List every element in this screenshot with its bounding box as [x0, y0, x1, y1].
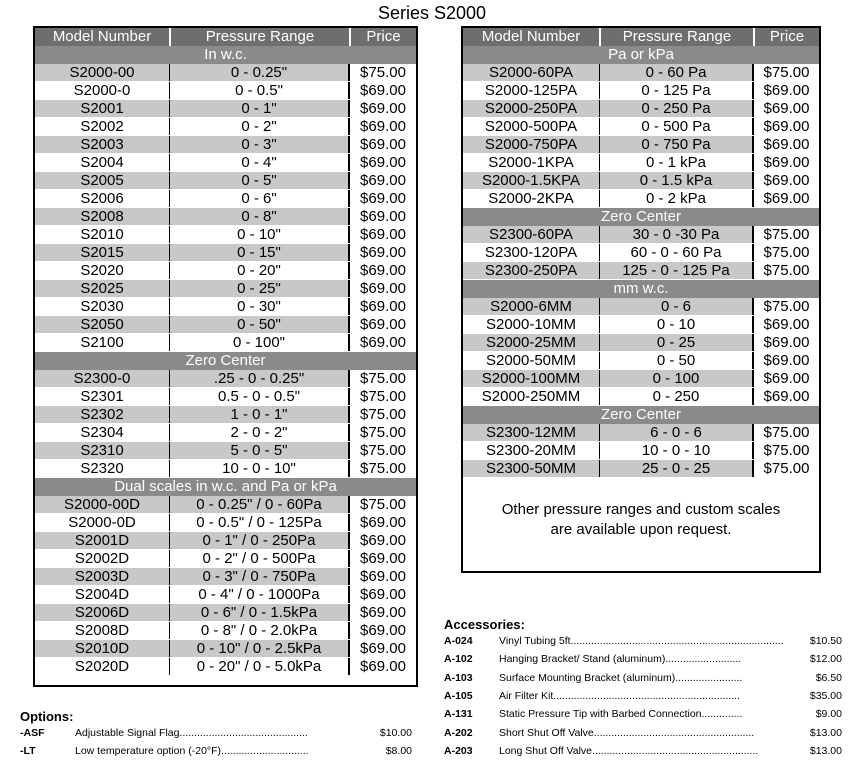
- model-number: S2000-2KPA: [463, 190, 600, 207]
- section-header: Pa or kPa: [463, 46, 819, 64]
- price-value: $69.00: [349, 172, 416, 189]
- pressure-range: 0 - 60 Pa: [600, 64, 753, 81]
- model-number: S2304: [35, 424, 170, 441]
- model-number: S2310: [35, 442, 170, 459]
- pressure-range: 0 - 50: [600, 352, 753, 369]
- table-row: [35, 244, 416, 262]
- price-value: $69.00: [349, 532, 416, 549]
- header-range: Pressure Range: [171, 28, 351, 46]
- price-value: $69.00: [349, 208, 416, 225]
- pressure-range: 0 - 10": [170, 226, 349, 243]
- price-value: $69.00: [349, 298, 416, 315]
- model-number: S2004D: [35, 586, 170, 603]
- table-row: [463, 424, 819, 442]
- price-value: $75.00: [753, 226, 819, 243]
- table-row: [463, 316, 819, 334]
- header-model: Model Number: [35, 28, 171, 46]
- price-value: $69.00: [349, 226, 416, 243]
- options-price: $10.00: [379, 727, 412, 740]
- table-row: [35, 190, 416, 208]
- table-row: [35, 388, 416, 406]
- model-number: S2000-00: [35, 64, 170, 81]
- pressure-range: 0 - 0.5": [170, 82, 349, 99]
- price-value: $75.00: [349, 388, 416, 405]
- pressure-range: 0 - 2 kPa: [600, 190, 753, 207]
- pressure-range: 2 - 0 - 2": [170, 424, 349, 441]
- table-row: [35, 136, 416, 154]
- options-description: Low temperature option (-20°F)..............................: [75, 745, 309, 758]
- pressure-range: 0 - 8": [170, 208, 349, 225]
- price-value: $69.00: [349, 604, 416, 621]
- pressure-range: 0 - 50": [170, 316, 349, 333]
- table-row: [35, 64, 416, 82]
- pressure-range: 30 - 0 -30 Pa: [600, 226, 753, 243]
- header-model: Model Number: [463, 28, 601, 46]
- right-price-table: [461, 26, 821, 573]
- pressure-range: 0 - 3" / 0 - 750Pa: [170, 568, 349, 585]
- accessories-item: [444, 687, 842, 705]
- table-row: [35, 406, 416, 424]
- model-number: S2010: [35, 226, 170, 243]
- note-line-1: Other pressure ranges and custom scales: [501, 501, 781, 518]
- price-value: $69.00: [753, 370, 819, 387]
- price-value: $69.00: [349, 568, 416, 585]
- model-number: S2000-125PA: [463, 82, 600, 99]
- table-row: [35, 100, 416, 118]
- table-header: [35, 28, 416, 46]
- price-value: $69.00: [753, 316, 819, 333]
- table-row: [463, 262, 819, 280]
- accessories-description: Surface Mounting Bracket (aluminum).......................: [499, 671, 743, 684]
- pressure-range: 0 - 4" / 0 - 1000Pa: [170, 586, 349, 603]
- model-number: S2008D: [35, 622, 170, 639]
- section-header: mm w.c.: [463, 280, 819, 298]
- price-value: $75.00: [349, 460, 416, 477]
- pressure-range: 0 - 1" / 0 - 250Pa: [170, 532, 349, 549]
- model-number: S2302: [35, 406, 170, 423]
- table-row: [463, 370, 819, 388]
- model-number: S2320: [35, 460, 170, 477]
- table-row: [35, 280, 416, 298]
- price-value: $75.00: [349, 370, 416, 387]
- price-value: $69.00: [349, 316, 416, 333]
- model-number: S2000-1.5KPA: [463, 172, 600, 189]
- accessories-item: [444, 723, 842, 741]
- options-item: [20, 742, 412, 760]
- accessories-price: $9.00: [815, 708, 842, 721]
- model-number: S2300-50MM: [463, 460, 600, 477]
- model-number: S2300-60PA: [463, 226, 600, 243]
- table-row: [35, 442, 416, 460]
- pressure-range: 1 - 0 - 1": [170, 406, 349, 423]
- pressure-range: 0 - 4": [170, 154, 349, 171]
- price-value: $69.00: [349, 190, 416, 207]
- page-title: Series S2000: [377, 3, 487, 23]
- header-price: Price: [769, 28, 805, 45]
- accessories-description: Short Shut Off Valve.......................................................: [499, 726, 755, 739]
- pressure-range: 0 - 0.5" / 0 - 125Pa: [170, 514, 349, 531]
- pressure-range: 0 - 10: [600, 316, 753, 333]
- price-value: $75.00: [753, 442, 819, 459]
- model-number: S2301: [35, 388, 170, 405]
- pressure-range: 0 - 250 Pa: [600, 100, 753, 117]
- options-code: -LT: [20, 745, 36, 758]
- accessories-price: $10.50: [809, 635, 842, 648]
- accessories-section: [444, 617, 842, 760]
- model-number: S2300-250PA: [463, 262, 600, 279]
- table-row: [463, 118, 819, 136]
- pressure-range: 0 - 30": [170, 298, 349, 315]
- price-value: $69.00: [753, 154, 819, 171]
- accessories-code: A-024: [444, 635, 473, 648]
- pressure-range: 0 - 0.25": [170, 64, 349, 81]
- accessories-price: $13.00: [809, 744, 842, 757]
- price-value: $75.00: [349, 442, 416, 459]
- pressure-range: 0 - 5": [170, 172, 349, 189]
- table-row: [35, 424, 416, 442]
- price-value: $69.00: [753, 388, 819, 405]
- price-value: $69.00: [349, 82, 416, 99]
- model-number: S2001: [35, 100, 170, 117]
- table-row: [35, 370, 416, 388]
- pressure-range: 0 - 500 Pa: [600, 118, 753, 135]
- table-row: [35, 334, 416, 352]
- table-row: [35, 316, 416, 334]
- model-number: S2000-250MM: [463, 388, 600, 405]
- section-header: Zero Center: [463, 208, 819, 226]
- model-number: S2000-25MM: [463, 334, 600, 351]
- accessories-price: $35.00: [809, 690, 842, 703]
- table-row: [463, 136, 819, 154]
- table-row: [463, 352, 819, 370]
- accessories-description: Long Shut Off Valve.........................................................: [499, 744, 759, 757]
- model-number: S2001D: [35, 532, 170, 549]
- table-row: [35, 460, 416, 478]
- pressure-range: 0 - 6: [600, 298, 753, 315]
- options-item: [20, 724, 412, 742]
- section-header: Zero Center: [463, 406, 819, 424]
- model-number: S2008: [35, 208, 170, 225]
- price-value: $69.00: [349, 280, 416, 297]
- options-description: Adjustable Signal Flag............................................: [75, 727, 308, 740]
- table-row: [463, 190, 819, 208]
- table-row: [463, 298, 819, 316]
- model-number: S2006: [35, 190, 170, 207]
- model-number: S2020D: [35, 658, 170, 675]
- price-value: $69.00: [349, 136, 416, 153]
- pressure-range: 0 - 750 Pa: [600, 136, 753, 153]
- accessories-description: Hanging Bracket/ Stand (aluminum)..........................: [499, 653, 742, 666]
- model-number: S2004: [35, 154, 170, 171]
- model-number: S2003: [35, 136, 170, 153]
- note-line-2: are available upon request.: [550, 521, 732, 538]
- price-value: $69.00: [349, 640, 416, 657]
- price-value: $75.00: [349, 496, 416, 513]
- pressure-range: 0 - 25": [170, 280, 349, 297]
- price-value: $75.00: [753, 460, 819, 477]
- model-number: S2000-1KPA: [463, 154, 600, 171]
- model-number: S2000-6MM: [463, 298, 600, 315]
- accessories-item: [444, 632, 842, 650]
- model-number: S2300-12MM: [463, 424, 600, 441]
- pressure-range: 0 - 0.25" / 0 - 60Pa: [170, 496, 349, 513]
- price-value: $75.00: [349, 406, 416, 423]
- pressure-range: 10 - 0 - 10: [600, 442, 753, 459]
- options-code: -ASF: [20, 727, 45, 740]
- price-value: $69.00: [349, 244, 416, 261]
- pressure-range: 0 - 250: [600, 388, 753, 405]
- accessories-description: Static Pressure Tip with Barbed Connection..............: [499, 708, 743, 721]
- pressure-range: 0 - 20" / 0 - 5.0kPa: [170, 658, 349, 675]
- table-row: [463, 82, 819, 100]
- table-row: [35, 604, 416, 622]
- table-row: [35, 172, 416, 190]
- price-value: $69.00: [349, 154, 416, 171]
- pressure-range: 0 - 100": [170, 334, 349, 351]
- section-header: Zero Center: [35, 352, 416, 370]
- price-value: $75.00: [349, 424, 416, 441]
- price-value: $75.00: [753, 262, 819, 279]
- accessories-code: A-105: [444, 690, 473, 703]
- price-value: $69.00: [349, 586, 416, 603]
- model-number: S2000-0: [35, 82, 170, 99]
- pressure-range: 0 - 125 Pa: [600, 82, 753, 99]
- table-row: [463, 244, 819, 262]
- header-range: Pressure Range: [601, 28, 755, 46]
- pressure-range: 0 - 100: [600, 370, 753, 387]
- model-number: S2030: [35, 298, 170, 315]
- table-row: [35, 298, 416, 316]
- model-number: S2010D: [35, 640, 170, 657]
- pressure-range: 0 - 1": [170, 100, 349, 117]
- pressure-range: .25 - 0 - 0.25": [170, 370, 349, 387]
- model-number: S2000-0D: [35, 514, 170, 531]
- table-row: [35, 568, 416, 586]
- accessories-description: Vinyl Tubing 5ft.........................................................................: [499, 635, 784, 648]
- table-row: [463, 172, 819, 190]
- custom-scales-note: [463, 478, 819, 540]
- price-value: $69.00: [753, 172, 819, 189]
- pressure-range: 6 - 0 - 6: [600, 424, 753, 441]
- price-value: $69.00: [753, 100, 819, 117]
- pressure-range: 0 - 10" / 0 - 2.5kPa: [170, 640, 349, 657]
- price-value: $69.00: [753, 118, 819, 135]
- price-value: $69.00: [753, 334, 819, 351]
- accessories-price: $6.50: [815, 671, 842, 684]
- table-row: [35, 154, 416, 172]
- table-row: [35, 532, 416, 550]
- price-value: $69.00: [349, 550, 416, 567]
- table-header: [463, 28, 819, 46]
- model-number: S2020: [35, 262, 170, 279]
- accessories-code: A-203: [444, 744, 473, 757]
- section-header: In w.c.: [35, 46, 416, 64]
- accessories-code: A-131: [444, 708, 473, 721]
- pressure-range: 0 - 15": [170, 244, 349, 261]
- model-number: S2025: [35, 280, 170, 297]
- price-value: $69.00: [349, 100, 416, 117]
- left-price-table: [33, 26, 418, 687]
- table-row: [463, 226, 819, 244]
- table-row: [35, 586, 416, 604]
- table-row: [463, 64, 819, 82]
- options-price: $8.00: [385, 745, 412, 758]
- pressure-range: 25 - 0 - 25: [600, 460, 753, 477]
- table-row: [463, 460, 819, 478]
- accessories-code: A-103: [444, 671, 473, 684]
- accessories-description: Air Filter Kit................................................................: [499, 690, 740, 703]
- pressure-range: 60 - 0 - 60 Pa: [600, 244, 753, 261]
- accessories-item: [444, 650, 842, 668]
- pressure-range: 0 - 3": [170, 136, 349, 153]
- price-value: $69.00: [349, 514, 416, 531]
- price-value: $69.00: [753, 190, 819, 207]
- accessories-code: A-202: [444, 726, 473, 739]
- pressure-range: 0 - 25: [600, 334, 753, 351]
- pressure-range: 10 - 0 - 10": [170, 460, 349, 477]
- model-number: S2002D: [35, 550, 170, 567]
- price-value: $75.00: [753, 298, 819, 315]
- model-number: S2000-250PA: [463, 100, 600, 117]
- table-row: [35, 514, 416, 532]
- pressure-range: 125 - 0 - 125 Pa: [600, 262, 753, 279]
- pressure-range: 0.5 - 0 - 0.5": [170, 388, 349, 405]
- model-number: S2000-00D: [35, 496, 170, 513]
- price-value: $75.00: [753, 244, 819, 261]
- accessories-item: [444, 705, 842, 723]
- model-number: S2000-750PA: [463, 136, 600, 153]
- section-header: Dual scales in w.c. and Pa or kPa: [35, 478, 416, 496]
- accessories-item: [444, 669, 842, 687]
- price-value: $75.00: [753, 424, 819, 441]
- model-number: S2100: [35, 334, 170, 351]
- pressure-range: 0 - 2": [170, 118, 349, 135]
- model-number: S2006D: [35, 604, 170, 621]
- pressure-range: 0 - 1 kPa: [600, 154, 753, 171]
- model-number: S2050: [35, 316, 170, 333]
- table-row: [35, 658, 416, 676]
- options-title: Options:: [20, 709, 74, 724]
- pressure-range: 0 - 20": [170, 262, 349, 279]
- table-row: [463, 442, 819, 460]
- accessories-code: A-102: [444, 653, 473, 666]
- model-number: S2000-60PA: [463, 64, 600, 81]
- price-value: $69.00: [753, 352, 819, 369]
- table-row: [35, 496, 416, 514]
- price-value: $75.00: [349, 64, 416, 81]
- pressure-range: 0 - 1.5 kPa: [600, 172, 753, 189]
- options-list: [20, 724, 412, 761]
- model-number: S2300-20MM: [463, 442, 600, 459]
- header-price: Price: [366, 28, 401, 45]
- model-number: S2300-120PA: [463, 244, 600, 261]
- pressure-range: 0 - 6": [170, 190, 349, 207]
- table-row: [35, 208, 416, 226]
- table-row: [35, 622, 416, 640]
- table-row: [463, 388, 819, 406]
- accessories-price: $12.00: [809, 653, 842, 666]
- model-number: S2000-100MM: [463, 370, 600, 387]
- model-number: S2015: [35, 244, 170, 261]
- table-row: [35, 226, 416, 244]
- price-value: $75.00: [753, 64, 819, 81]
- model-number: S2300-0: [35, 370, 170, 387]
- accessories-price: $13.00: [809, 726, 842, 739]
- pressure-range: 0 - 2" / 0 - 500Pa: [170, 550, 349, 567]
- model-number: S2000-10MM: [463, 316, 600, 333]
- model-number: S2003D: [35, 568, 170, 585]
- table-row: [463, 154, 819, 172]
- price-value: $69.00: [349, 658, 416, 675]
- accessories-title: Accessories:: [444, 617, 525, 632]
- model-number: S2005: [35, 172, 170, 189]
- table-row: [35, 640, 416, 658]
- price-value: $69.00: [349, 262, 416, 279]
- model-number: S2000-500PA: [463, 118, 600, 135]
- table-row: [35, 550, 416, 568]
- accessories-list: [444, 632, 842, 760]
- table-row: [463, 334, 819, 352]
- model-number: S2002: [35, 118, 170, 135]
- model-number: S2000-50MM: [463, 352, 600, 369]
- price-value: $69.00: [753, 82, 819, 99]
- pressure-range: 5 - 0 - 5": [170, 442, 349, 459]
- pressure-range: 0 - 8" / 0 - 2.0kPa: [170, 622, 349, 639]
- table-row: [35, 82, 416, 100]
- price-value: $69.00: [349, 118, 416, 135]
- table-row: [35, 118, 416, 136]
- price-value: $69.00: [753, 136, 819, 153]
- price-value: $69.00: [349, 334, 416, 351]
- table-row: [35, 262, 416, 280]
- accessories-item: [444, 742, 842, 760]
- price-value: $69.00: [349, 622, 416, 639]
- table-row: [463, 100, 819, 118]
- options-section: [20, 709, 412, 761]
- pressure-range: 0 - 6" / 0 - 1.5kPa: [170, 604, 349, 621]
